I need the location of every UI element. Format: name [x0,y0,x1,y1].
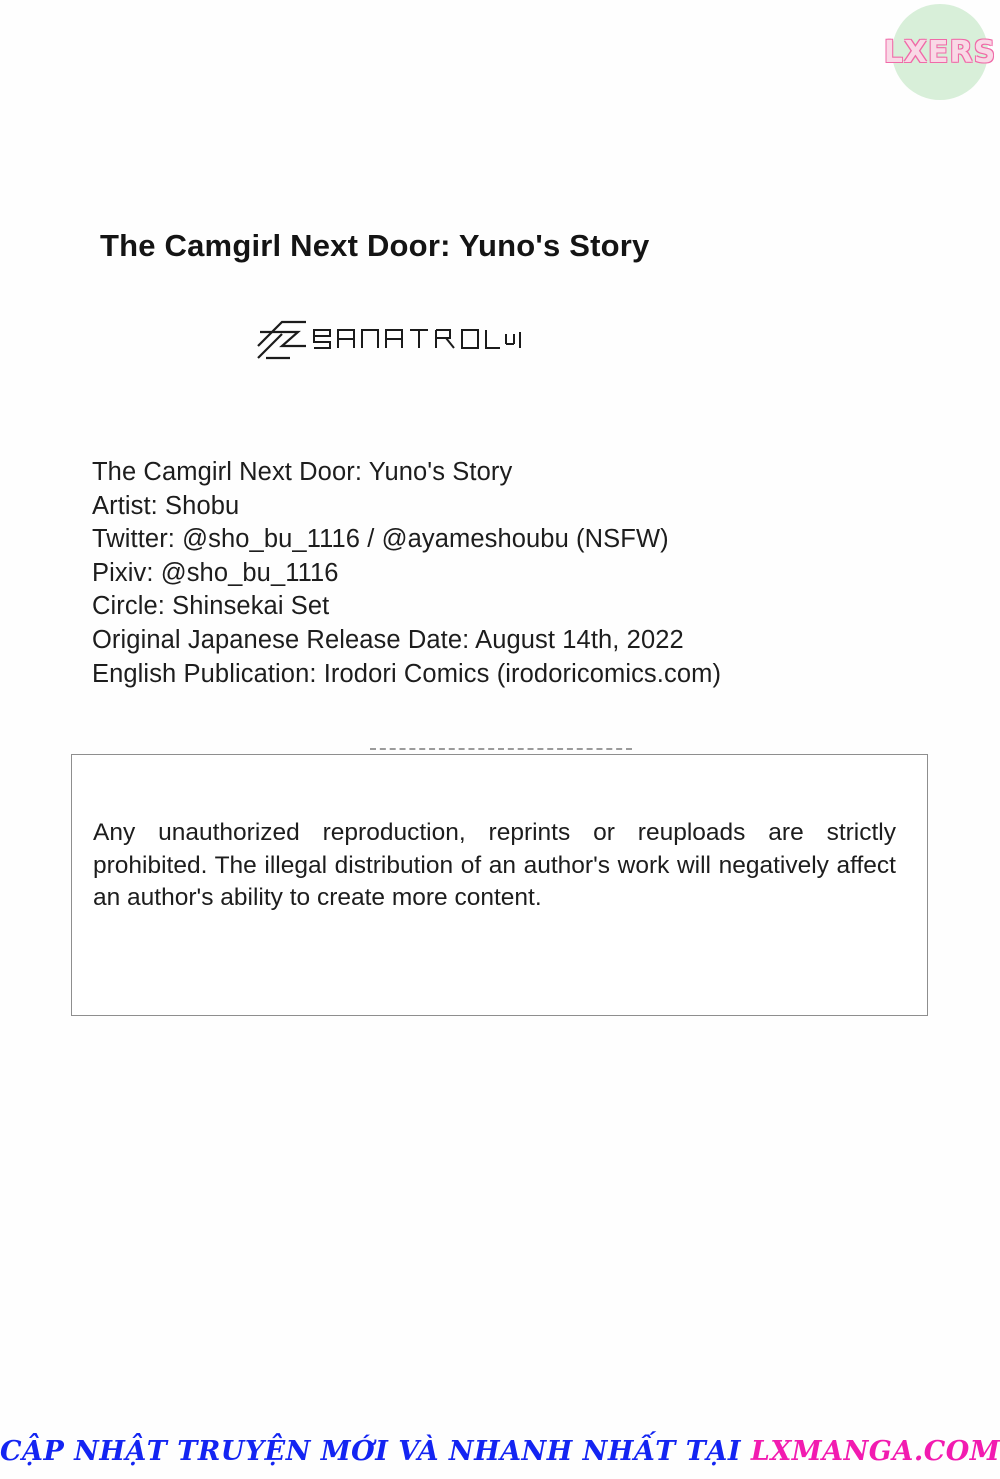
credit-line: Artist: Shobu [92,491,240,520]
page-title: The Camgirl Next Door: Yuno's Story [100,228,650,263]
credit-line: Twitter: @sho_bu_1116 / @ayameshoubu (NSFW) [92,525,669,554]
credit-line: English Publication: Irodori Comics (irodoricomics.com) [92,659,722,688]
promo-banner-site-text[interactable]: LXMANGA.COM [750,1436,1000,1467]
bottom-promo-banner [0,1436,1000,1467]
copyright-notice-text: Any unauthorized reproduction, reprints or reuploads are strictly prohibited. The illegal distribution of an author's work will negatively affect an author's ability to create more content. [93,819,896,911]
credits-block [92,456,952,691]
credit-line: Circle: Shinsekai Set [92,592,330,621]
credit-line: Original Japanese Release Date: August 14th, 2022 [92,625,684,654]
credit-line: The Camgirl Next Door: Yuno's Story [92,458,513,486]
shinsekai-set-logo-icon [252,312,532,372]
site-watermark-label: LXERS [883,34,997,70]
promo-banner-primary-text: CẬP NHẬT TRUYỆN MỚI VÀ NHANH NHẤT TẠI [0,1436,741,1467]
credit-line: Pixiv: @sho_bu_1116 [92,558,339,587]
site-watermark-badge [883,4,997,100]
dashed-divider [370,748,632,750]
